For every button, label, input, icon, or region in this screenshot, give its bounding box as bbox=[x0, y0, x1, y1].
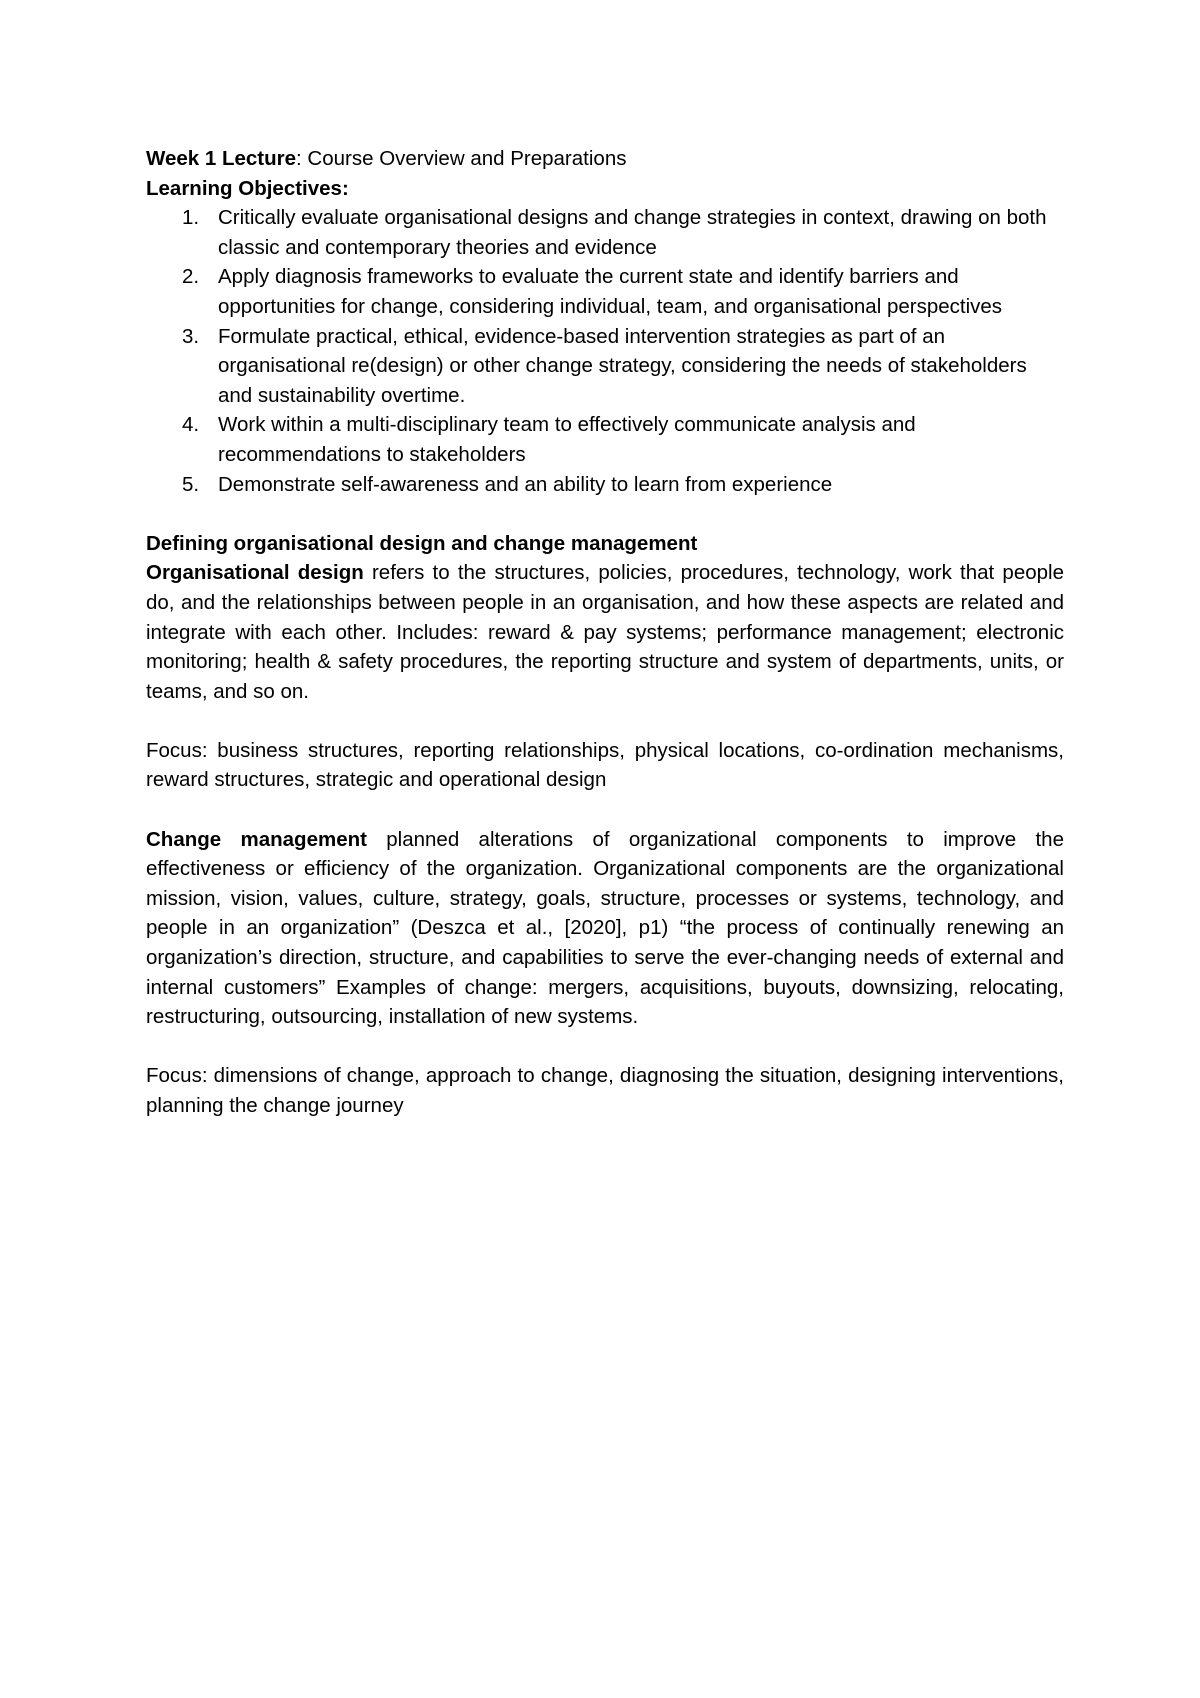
change-management-term: Change management bbox=[146, 827, 367, 851]
objective-number: 3. bbox=[182, 324, 200, 348]
objective-item bbox=[146, 470, 1064, 500]
objective-text: Formulate practical, ethical, evidence-based intervention strategies as part of an organisational re(design) or other change strategy, considering the needs of stakeholders and sustainability overtime. bbox=[218, 324, 1027, 407]
spacer bbox=[146, 499, 1064, 529]
objective-item bbox=[146, 203, 1064, 262]
change-management-focus: Focus: dimensions of change, approach to change, diagnosing the situation, designing interventions, planning the change journey bbox=[146, 1064, 1064, 1117]
lecture-title-text: : Course Overview and Preparations bbox=[296, 147, 627, 170]
objective-item bbox=[146, 322, 1064, 411]
org-design-definition: refers to the structures, policies, procedures, technology, work that people do, and the relationships between people in an organisation, and how these aspects are related and integrate with each other. Includes: reward & pay systems; performance management; electronic monitoring; health & safety procedures, the reporting structure and system of departments, units, or teams, and so on. bbox=[146, 561, 1064, 703]
week-label: Week 1 Lecture bbox=[146, 147, 297, 170]
objective-text: Apply diagnosis frameworks to evaluate the current state and identify barriers and opportunities for change, considering individual, team, and organisational perspectives bbox=[218, 265, 1003, 318]
spacer bbox=[146, 1032, 1064, 1062]
objective-text: Critically evaluate organisational designs and change strategies in context, drawing on both classic and contemporary theories and evidence bbox=[218, 206, 1047, 259]
spacer bbox=[146, 706, 1064, 736]
spacer bbox=[146, 795, 1064, 825]
change-management-paragraph bbox=[146, 825, 1064, 1032]
objective-text: Work within a multi-disciplinary team to effectively communicate analysis and recommendations to stakeholders bbox=[218, 413, 916, 466]
objectives-list bbox=[146, 203, 1064, 499]
objective-number: 2. bbox=[182, 265, 200, 289]
objective-number: 5. bbox=[182, 472, 200, 496]
objective-item bbox=[146, 262, 1064, 321]
objective-item bbox=[146, 410, 1064, 469]
objective-text: Demonstrate self-awareness and an ability to learn from experience bbox=[218, 472, 833, 496]
objectives-heading: Learning Objectives: bbox=[146, 176, 349, 200]
org-design-term: Organisational design bbox=[146, 561, 364, 585]
objective-number: 1. bbox=[182, 206, 200, 230]
lecture-title bbox=[146, 144, 1064, 174]
section-heading: Defining organisational design and change management bbox=[146, 531, 698, 555]
objective-number: 4. bbox=[182, 413, 200, 437]
document-page bbox=[146, 144, 1064, 1121]
org-design-paragraph bbox=[146, 558, 1064, 706]
change-management-definition: planned alterations of organizational components to improve the effectiveness or efficiency of the organization. Organizational components are the organizational mission, vision, values, culture, strategy, goals, structure, processes or systems, technology, and people in an organization” (Deszca et al., [2020], p1) “the process of continually renewing an organization’s direction, structure, and capabilities to serve the ever-changing needs of external and internal customers” Examples of change: mergers, acquisitions, buyouts, downsizing, relocating, restructuring, outsourcing, installation of new systems. bbox=[146, 827, 1064, 1029]
org-design-focus: Focus: business structures, reporting relationships, physical locations, co-ordination mechanisms, reward structures, strategic and operational design bbox=[146, 738, 1064, 792]
